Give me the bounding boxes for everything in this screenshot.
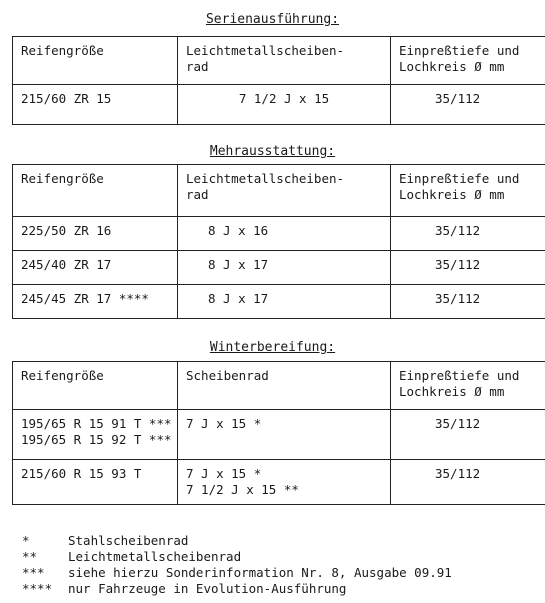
cell-rad: 7 1/2 J x 15 (178, 85, 391, 125)
footnote-text: siehe hierzu Sonderinformation Nr. 8, Ausgabe 09.91 (68, 565, 452, 580)
cell-rad: 7 J x 15 * (178, 410, 391, 460)
cell-reifengroesse: 195/65 R 15 91 T *** 195/65 R 15 92 T *** (13, 410, 178, 460)
footnote (22, 533, 452, 549)
cell-rad: 8 J x 16 (178, 217, 391, 251)
header-einpresstiefe: Einpreßtiefe und Lochkreis Ø mm (391, 37, 545, 85)
section-title-mehrausstattung: Mehrausstattung: (209, 144, 336, 159)
header-rad: Scheibenrad (178, 362, 391, 410)
cell-einpresstiefe: 35/112 (391, 217, 545, 251)
header-rad: Leichtmetallscheiben- rad (178, 165, 391, 217)
footnote-mark: *** (22, 565, 45, 580)
header-einpresstiefe: Einpreßtiefe und Lochkreis Ø mm (391, 165, 545, 217)
cell-einpresstiefe: 35/112 (391, 85, 545, 125)
cell-rad: 8 J x 17 (178, 251, 391, 285)
cell-reifengroesse: 245/45 ZR 17 **** (13, 285, 178, 319)
header-reifengroesse: Reifengröße (13, 362, 178, 410)
header-reifengroesse: Reifengröße (13, 37, 178, 85)
cell-einpresstiefe: 35/112 (391, 460, 545, 505)
cell-rad: 7 J x 15 * 7 1/2 J x 15 ** (178, 460, 391, 505)
header-rad: Leichtmetallscheiben- rad (178, 37, 391, 85)
spec-table-winterbereifung (12, 361, 545, 505)
header-reifengroesse: Reifengröße (13, 165, 178, 217)
spec-table-mehrausstattung (12, 164, 545, 319)
footnote (22, 565, 452, 581)
cell-reifengroesse: 245/40 ZR 17 (13, 251, 178, 285)
footnote-mark: * (22, 533, 30, 548)
table-header-row (13, 37, 545, 85)
footnotes (22, 533, 452, 597)
table-row (13, 410, 545, 460)
cell-einpresstiefe: 35/112 (391, 251, 545, 285)
header-einpresstiefe: Einpreßtiefe und Lochkreis Ø mm (391, 362, 545, 410)
table-row (13, 217, 545, 251)
footnote-text: Stahlscheibenrad (68, 533, 189, 548)
footnote-text: Leichtmetallscheibenrad (68, 549, 242, 564)
spec-table-serienausfuehrung (12, 36, 545, 125)
section-title-winterbereifung: Winterbereifung: (209, 340, 336, 355)
footnote-mark: ** (22, 549, 38, 564)
cell-rad: 8 J x 17 (178, 285, 391, 319)
cell-einpresstiefe: 35/112 (391, 410, 545, 460)
footnote (22, 549, 452, 565)
cell-reifengroesse: 215/60 ZR 15 (13, 85, 178, 125)
table-row (13, 251, 545, 285)
table-header-row (13, 165, 545, 217)
table-row (13, 85, 545, 125)
section-title-serienausfuehrung: Serienausführung: (205, 12, 340, 27)
table-row (13, 285, 545, 319)
cell-einpresstiefe: 35/112 (391, 285, 545, 319)
cell-reifengroesse: 225/50 ZR 16 (13, 217, 178, 251)
footnote-mark: **** (22, 581, 53, 596)
footnote-text: nur Fahrzeuge in Evolution-Ausführung (68, 581, 347, 596)
table-row (13, 460, 545, 505)
footnote (22, 581, 452, 597)
cell-reifengroesse: 215/60 R 15 93 T (13, 460, 178, 505)
table-header-row (13, 362, 545, 410)
